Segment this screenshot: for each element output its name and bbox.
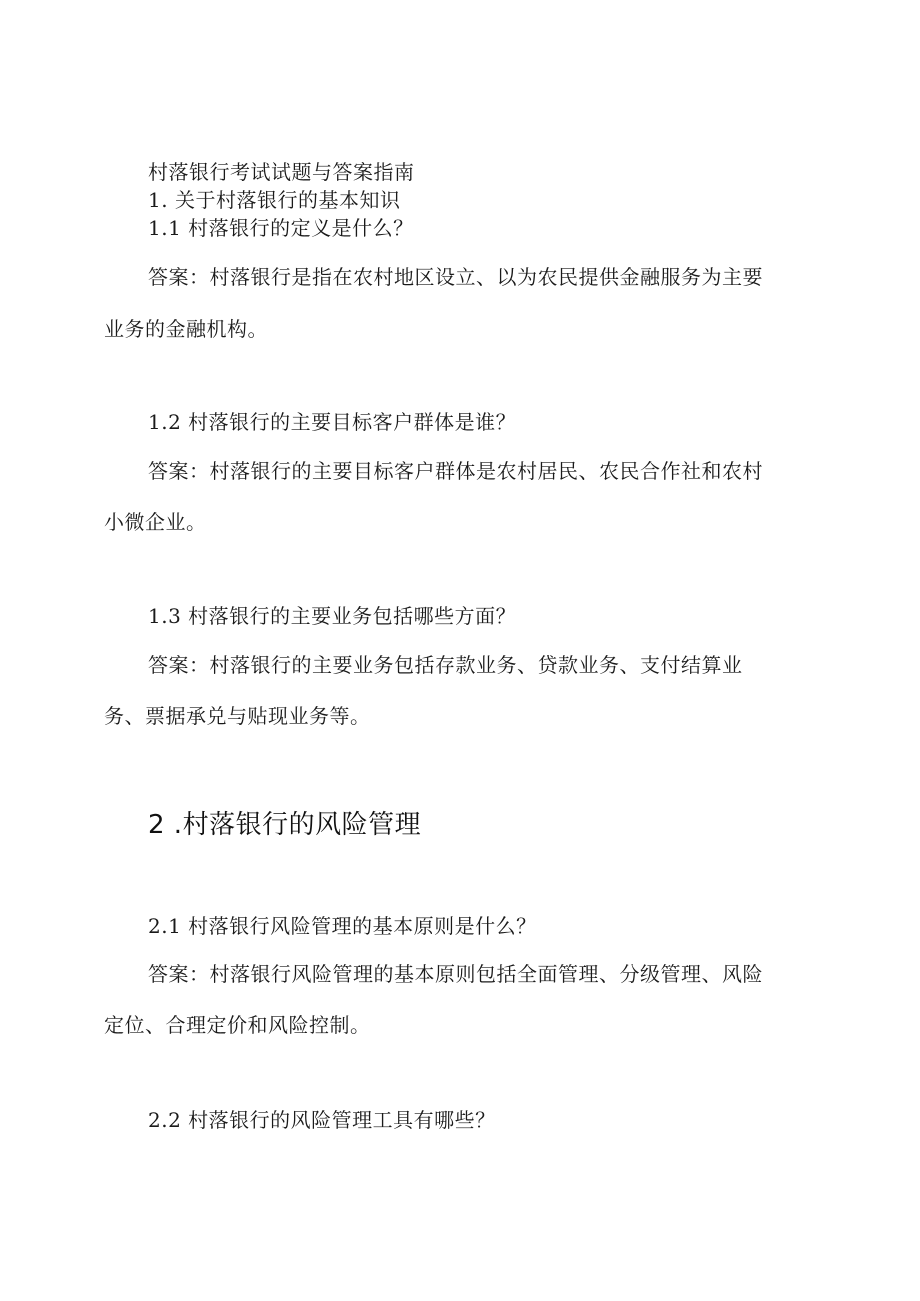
answer-1-2-line-2: 小微企业。 — [104, 510, 207, 534]
answer-1-3-line-1: 答案：村落银行的主要业务包括存款业务、贷款业务、支付结算业 — [148, 653, 743, 677]
answer-1-2-line-1: 答案：村落银行的主要目标客户群体是农村居民、农民合作社和农村 — [148, 459, 763, 483]
section-2-heading: 2 .村落银行的风险管理 — [148, 810, 422, 840]
section-1-heading: 1. 关于村落银行的基本知识 — [148, 188, 401, 212]
question-1-3: 1.3 村落银行的主要业务包括哪些方面？ — [148, 604, 517, 628]
question-2-2: 2.2 村落银行的风险管理工具有哪些？ — [148, 1108, 496, 1132]
answer-1-1-line-1: 答案：村落银行是指在农村地区设立、以为农民提供金融服务为主要 — [148, 265, 763, 289]
question-1-2: 1.2 村落银行的主要目标客户群体是谁？ — [148, 410, 517, 434]
document-title: 村落银行考试试题与答案指南 — [148, 160, 415, 184]
question-1-1: 1.1 村落银行的定义是什么？ — [148, 216, 414, 240]
answer-1-1-line-2: 业务的金融机构。 — [104, 317, 268, 341]
answer-1-3-line-2: 务、票据承兑与贴现业务等。 — [104, 704, 371, 728]
question-2-1: 2.1 村落银行风险管理的基本原则是什么？ — [148, 914, 537, 938]
answer-2-1-line-2: 定位、合理定价和风险控制。 — [104, 1013, 371, 1037]
answer-2-1-line-1: 答案：村落银行风险管理的基本原则包括全面管理、分级管理、风险 — [148, 962, 763, 986]
